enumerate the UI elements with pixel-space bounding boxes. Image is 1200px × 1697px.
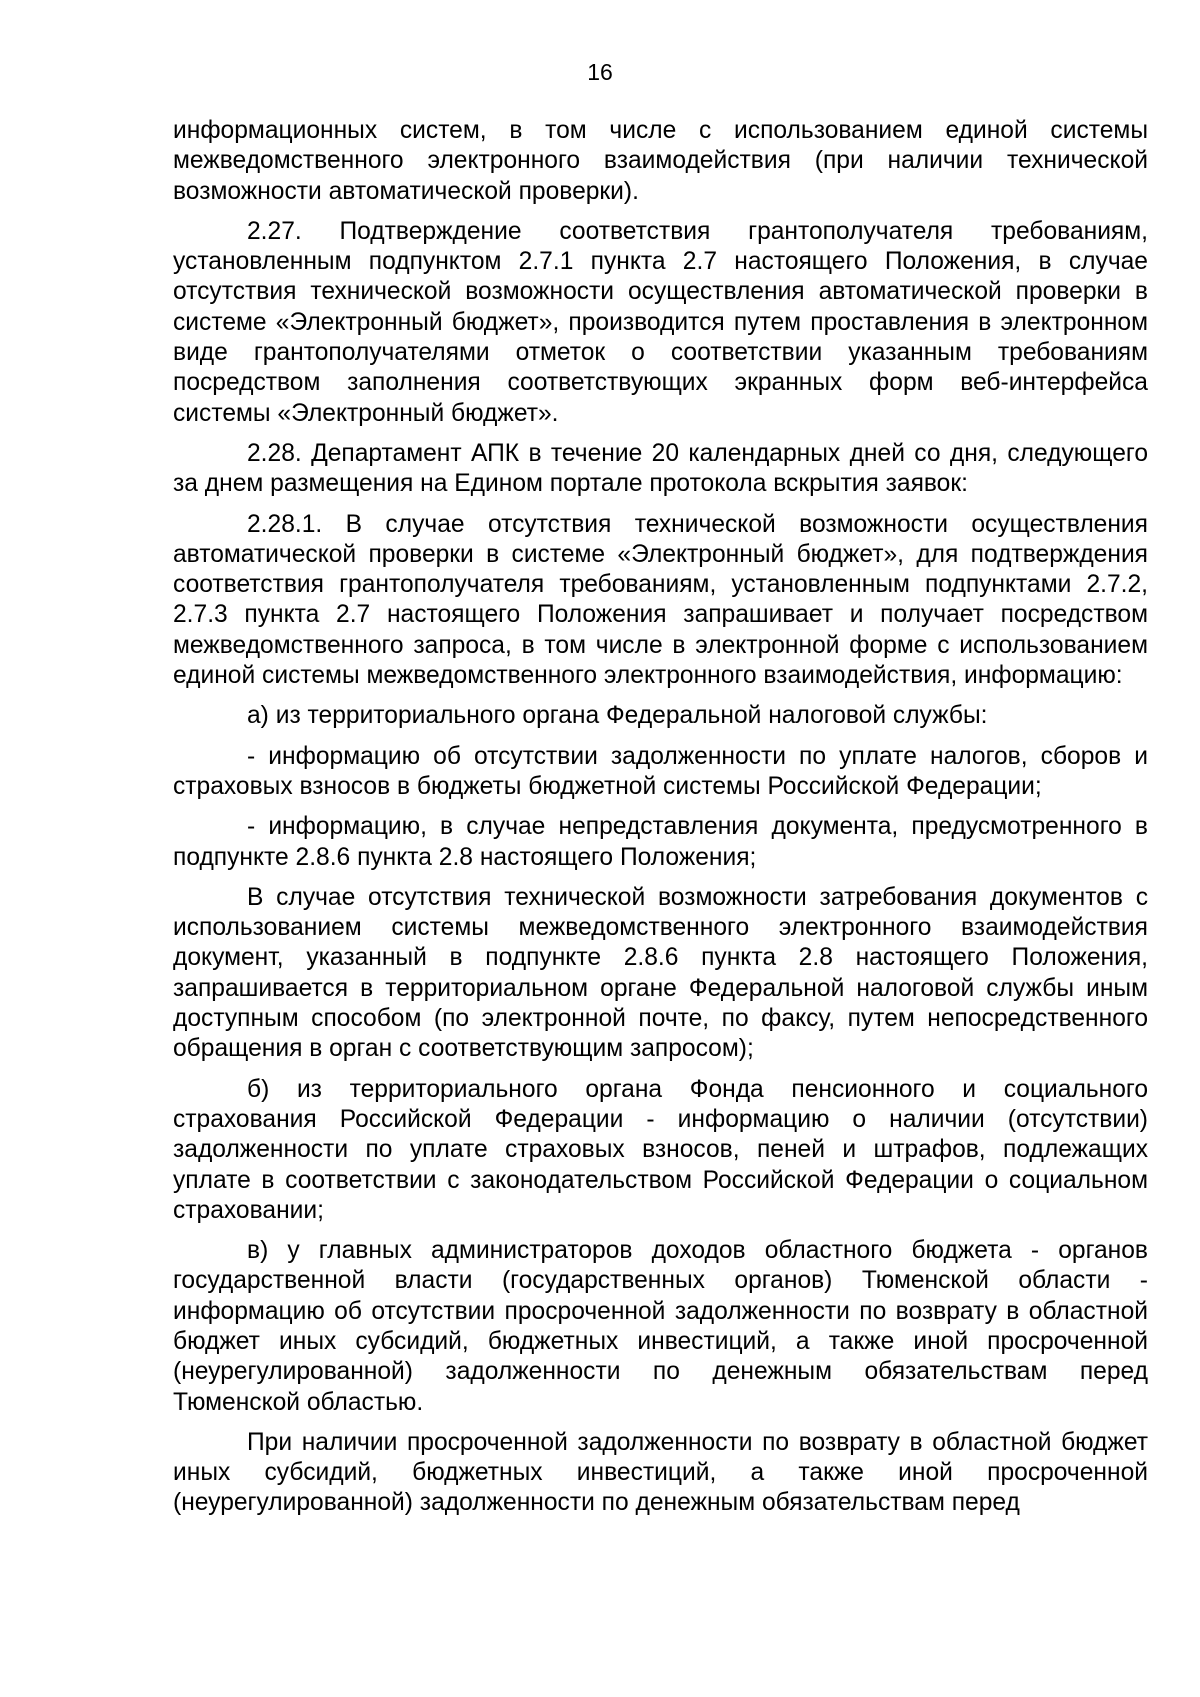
paragraph-item-v: в) у главных администраторов доходов областного бюджета - органов государственной власти (государственных органов) Тюменской области - информацию об отсутствии просроченной задолженности по возврату в областной бюджет иных субсидий, бюджетных инвестиций, а также иной просроченной (неурегулированной) задолженности по денежным обязательствам перед Тюменской областью. xyxy=(173,1237,1148,1416)
paragraph-item-a: а) из территориального органа Федеральной налоговой службы: xyxy=(247,702,988,730)
page-number: 16 xyxy=(587,59,613,85)
document-body xyxy=(173,116,1148,1529)
paragraph-dash-document: - информацию, в случае непредставления документа, предусмотренного в подпункте 2.8.6 пункта 2.8 настоящего Положения; xyxy=(173,813,1148,871)
paragraph-no-tech-possibility: В случае отсутствия технической возможности затребования документов с использованием системы межведомственного электронного взаимодействия документ, указанный в подпункте 2.8.6 пункта 2.8 настоящего Положения, запрашивается в территориальном органе Федеральной налоговой службы иным доступным способом (по электронной почте, по факсу, путем непосредственного обращения в орган с соответствующим запросом); xyxy=(173,883,1148,1063)
paragraph-2-28-1: 2.28.1. В случае отсутствия технической возможности осуществления автоматической проверки в системе «Электронный бюджет», для подтверждения соответствия грантополучателя требованиям, установленным подпунктами 2.7.2, 2.7.3 пункта 2.7 настоящего Положения запрашивает и получает посредством межведомственного запроса, в том числе в электронной форме с использованием единой системы межведомственного электронного взаимодействия, информацию: xyxy=(173,510,1148,690)
paragraph-dash-taxes: - информацию об отсутствии задолженности по уплате налогов, сборов и страховых взносов в бюджеты бюджетной системы Российской Федерации; xyxy=(173,742,1148,800)
paragraph-continuation: информационных систем, в том числе с использованием единой системы межведомственного электронного взаимодействия (при наличии технической возможности автоматической проверки). xyxy=(173,117,1148,205)
paragraph-2-27: 2.27. Подтверждение соответствия грантополучателя требованиям, установленным подпунктом 2.7.1 пункта 2.7 настоящего Положения, в случае отсутствия технической возможности осуществления автоматической проверки в системе «Электронный бюджет», производится путем проставления в электронном виде грантополучателями отметок о соответствии указанным требованиям посредством заполнения соответствующих экранных форм веб-интерфейса системы «Электронный бюджет». xyxy=(173,217,1148,427)
paragraph-overdue-debt: При наличии просроченной задолженности по возврату в областной бюджет иных субсидий, бюджетных инвестиций, а также иной просроченной (неурегулированной) задолженности по денежным обязательствам перед xyxy=(173,1428,1148,1517)
paragraph-2-28: 2.28. Департамент АПК в течение 20 календарных дней со дня, следующего за днем размещения на Едином портале протокола вскрытия заявок: xyxy=(173,439,1148,498)
paragraph-item-b: б) из территориального органа Фонда пенсионного и социального страхования Российской Федерации - информацию о наличии (отсутствии) задолженности по уплате страховых взносов, пеней и штрафов, подлежащих уплате в соответствии с законодательством Российской Федерации о социальном страховании; xyxy=(173,1075,1148,1224)
